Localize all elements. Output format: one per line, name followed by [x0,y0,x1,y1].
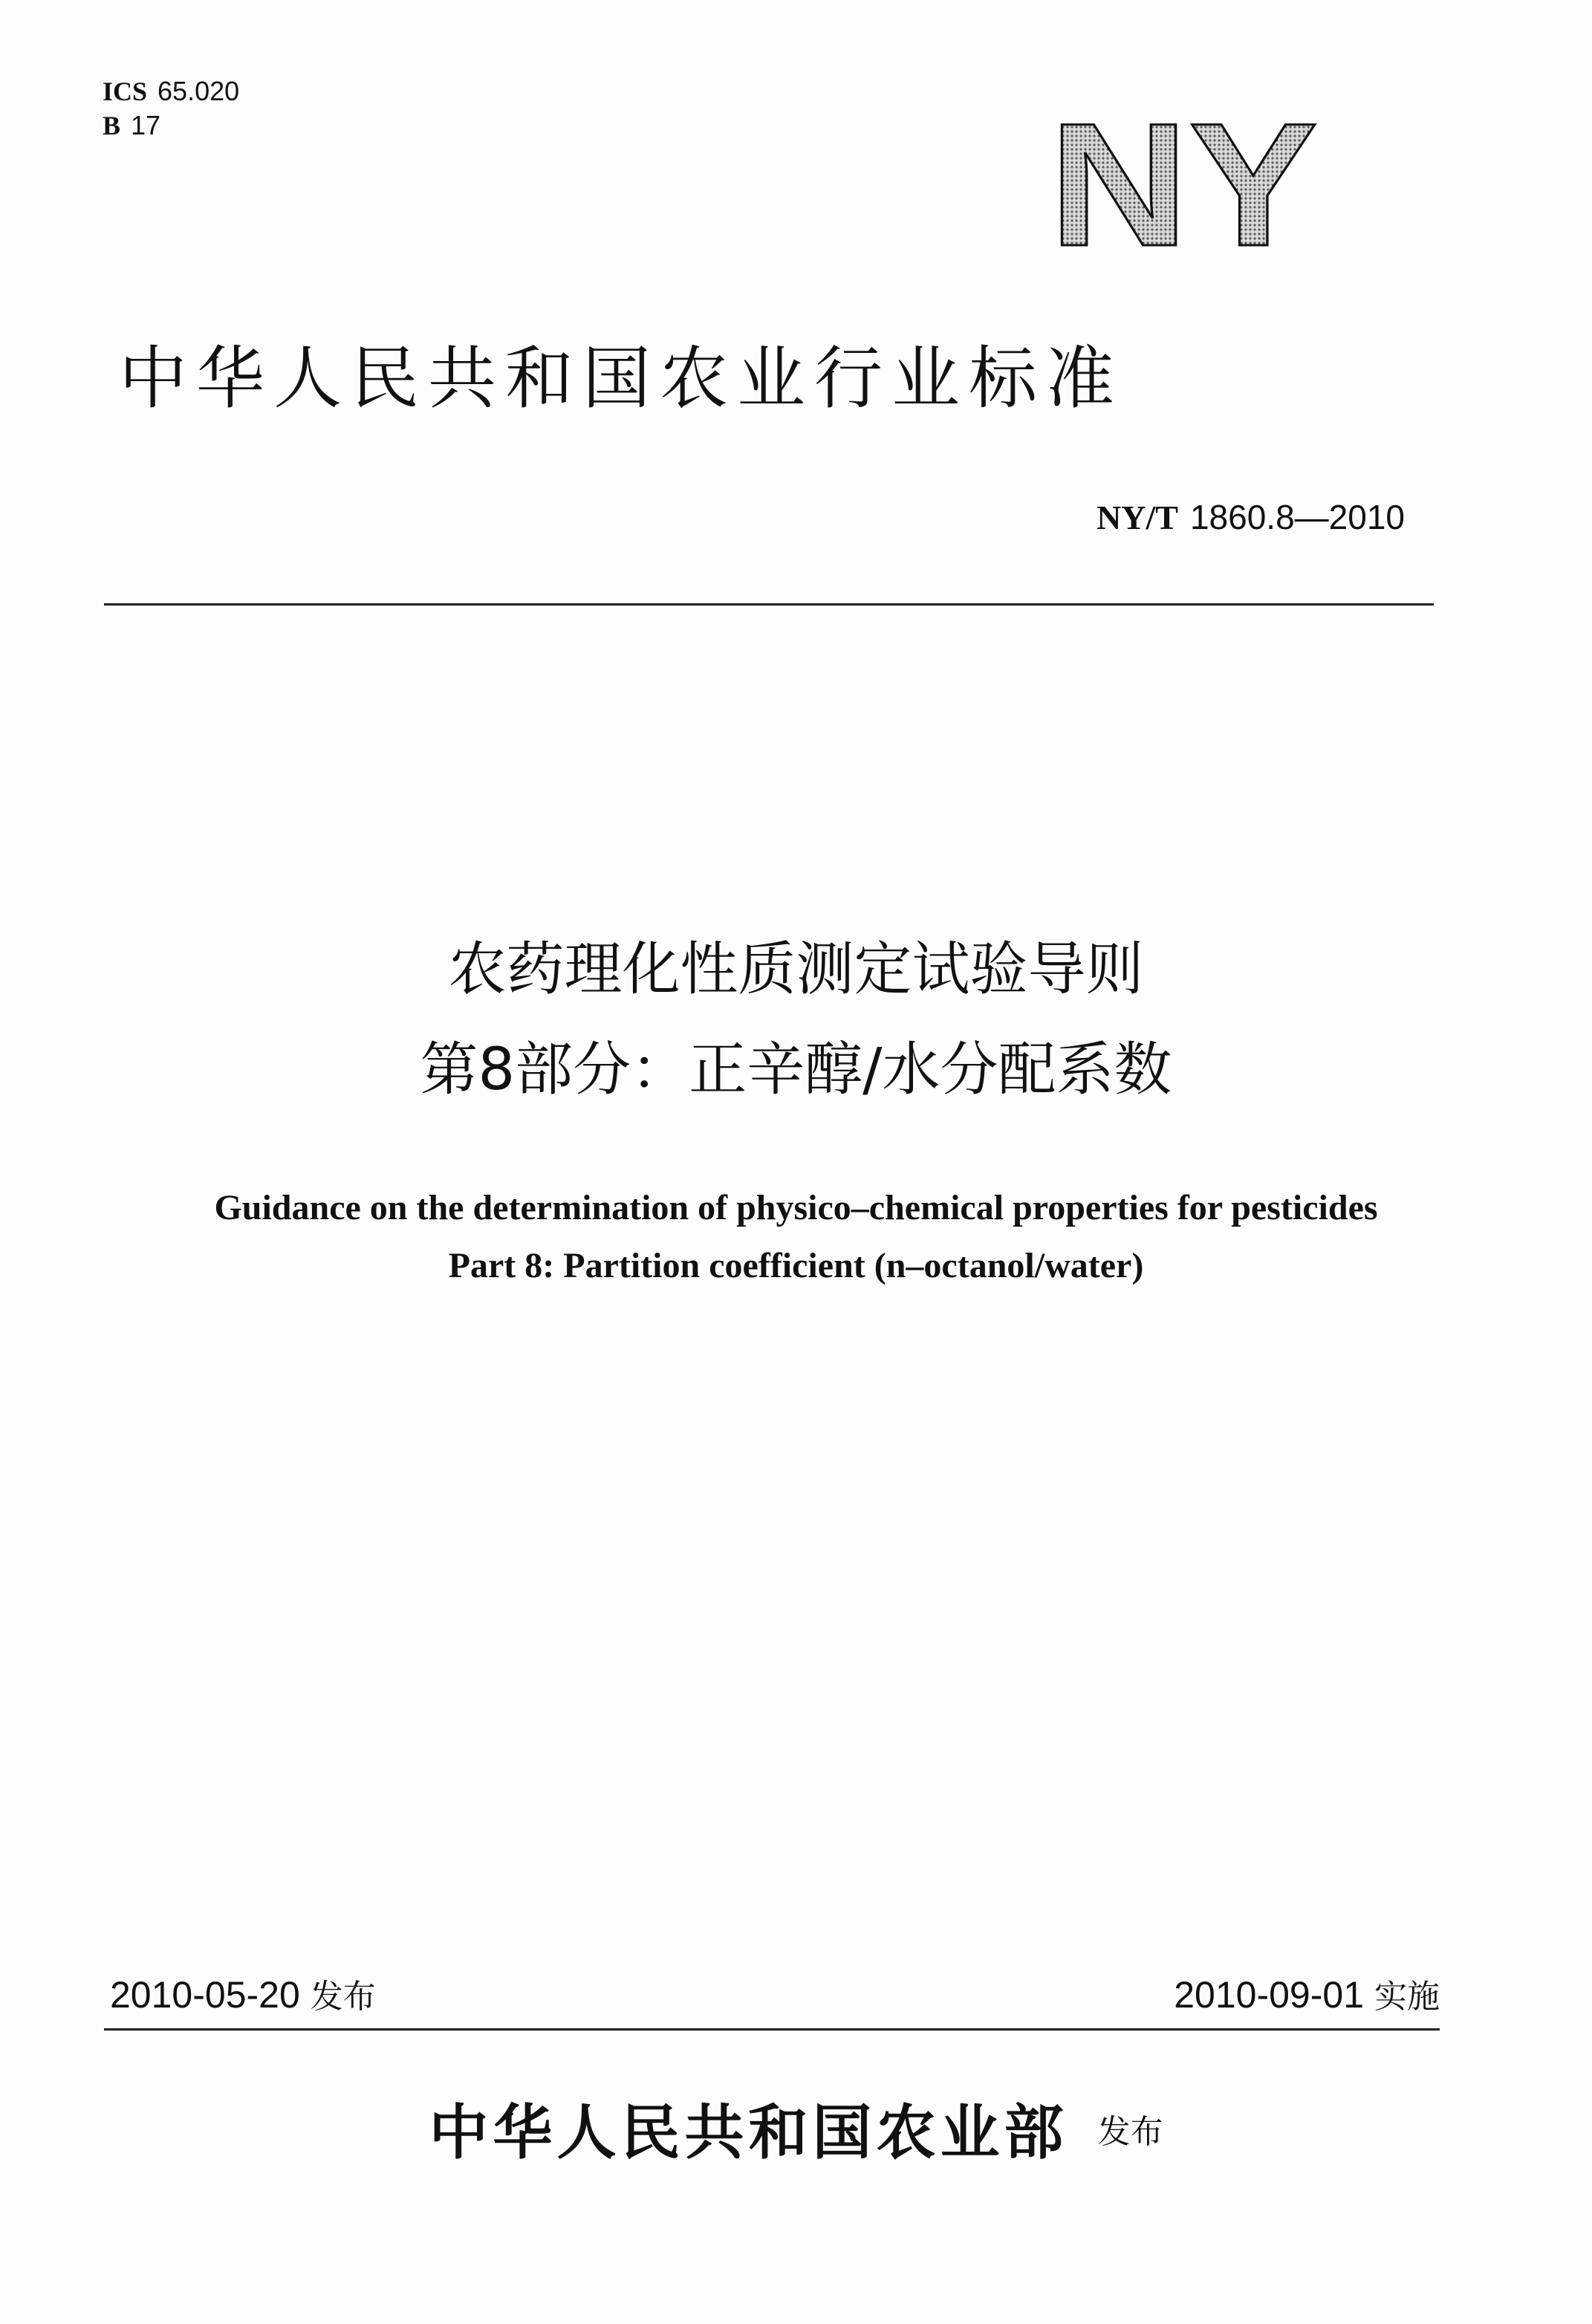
implement-date: 2010-09-01 [1174,1974,1364,2016]
standard-number-value: 1860.8—2010 [1189,498,1405,536]
implement-date-block [1174,1969,1440,2023]
header-divider [104,603,1434,606]
issuer-line [0,2091,1592,2173]
issue-date: 2010-05-20 [110,1974,300,2016]
classification-codes [103,74,239,143]
ny-logo [1047,111,1322,253]
ccs-line [103,108,239,143]
standard-number [1096,496,1405,539]
implement-label: 实施 [1374,1978,1440,2016]
ccs-code: 17 [131,110,161,140]
standard-number-prefix: NY/T [1096,499,1178,536]
english-title-line-2: Part 8: Partition coefficient (n–octanol/water) [448,1246,1144,1285]
issuer-name: 中华人民共和国农业部 [429,2097,1068,2167]
issuer-label: 发布 [1097,2113,1163,2151]
ny-logo-letters: NY [1049,111,1318,253]
date-row [110,1969,1440,2028]
issue-date-block [110,1969,376,2023]
ics-line [103,74,239,108]
standard-category-title: 中华人民共和国农业行业标准 [119,339,1124,418]
footer-divider [104,2028,1440,2031]
chinese-title-line-2: 第8部分：正辛醇/水分配系数 [420,1036,1172,1103]
ics-label: ICS [103,77,148,106]
ics-code: 65.020 [157,76,240,106]
chinese-title-line-1: 农药理化性质测定试验导则 [448,936,1144,1003]
issue-label: 发布 [310,1978,376,2016]
ccs-label: B [103,111,121,140]
english-title-line-1: Guidance on the determination of physico–chemical properties for pesticides [214,1188,1378,1227]
